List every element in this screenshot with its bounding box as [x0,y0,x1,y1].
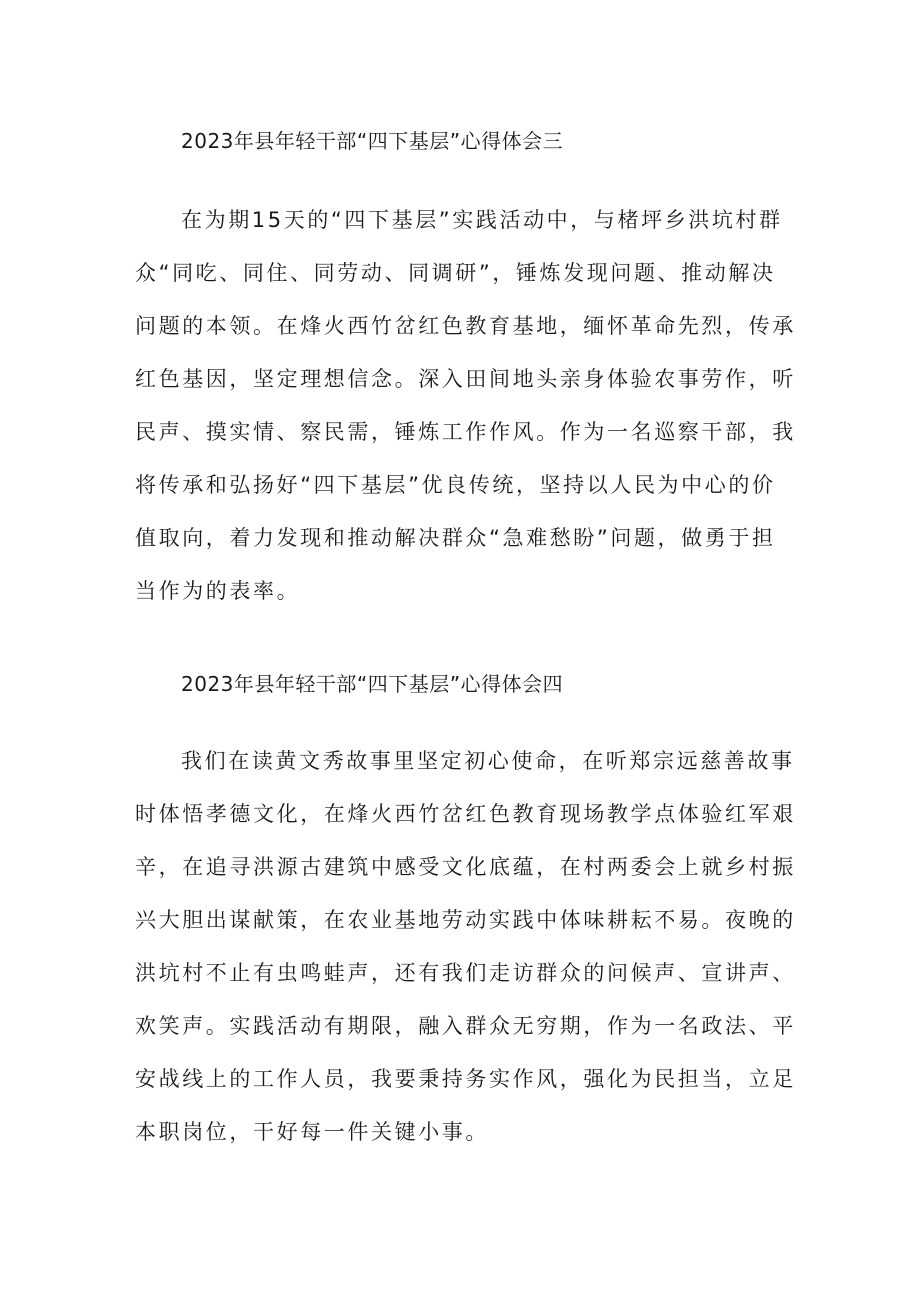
paragraph-line: 民声、摸实情、察民需，锤炼工作作风。作为一名巡察干部，我 [135,420,796,444]
paragraph-line: 洪坑村不止有虫鸣蛙声，还有我们走访群众的问候声、宣讲声、 [135,961,796,985]
paragraph-line: 安战线上的工作人员，我要秉持务实作风，强化为民担当，立足 [135,1067,796,1091]
paragraph-line: 红色基因，坚定理想信念。深入田间地头亲身体验农事劳作，听 [135,367,796,391]
paragraph-line: 本职岗位，干好每一件关键小事。 [135,1120,489,1144]
paragraph-line: 值取向，着力发现和推动解决群众“急难愁盼”问题，做勇于担 [135,526,776,550]
paragraph-line: 我们在读黄文秀故事里坚定初心使命，在听郑宗远慈善故事 [181,749,795,773]
section-paragraph [135,741,795,1165]
paragraph-line: 当作为的表率。 [135,579,301,603]
paragraph-line: 欢笑声。实践活动有期限，融入群众无穷期，作为一名政法、平 [135,1014,796,1038]
paragraph-line: 辛，在追寻洪源古建筑中感受文化底蕴，在村两委会上就乡村振 [135,855,796,879]
paragraph-line: 时体悟孝德文化，在烽火西竹岔红色教育现场教学点体验红军艰 [135,802,796,826]
paragraph-line: 众“同吃、同住、同劳动、同调研”，锤炼发现问题、推动解决 [135,261,776,285]
section-title: 2023年县年轻干部“四下基层”心得体会三 [181,129,564,153]
section-title: 2023年县年轻干部“四下基层”心得体会四 [181,672,564,696]
paragraph-line: 在为期15天的“四下基层”实践活动中，与楮坪乡洪坑村群 [181,208,783,232]
paragraph-line: 将传承和弘扬好“四下基层”优良传统，坚持以人民为中心的价 [135,473,776,497]
paragraph-line: 兴大胆出谋献策，在农业基地劳动实践中体味耕耘不易。夜晚的 [135,908,796,932]
paragraph-line: 问题的本领。在烽火西竹岔红色教育基地，缅怀革命先烈，传承 [135,314,796,338]
section-paragraph [135,200,795,624]
